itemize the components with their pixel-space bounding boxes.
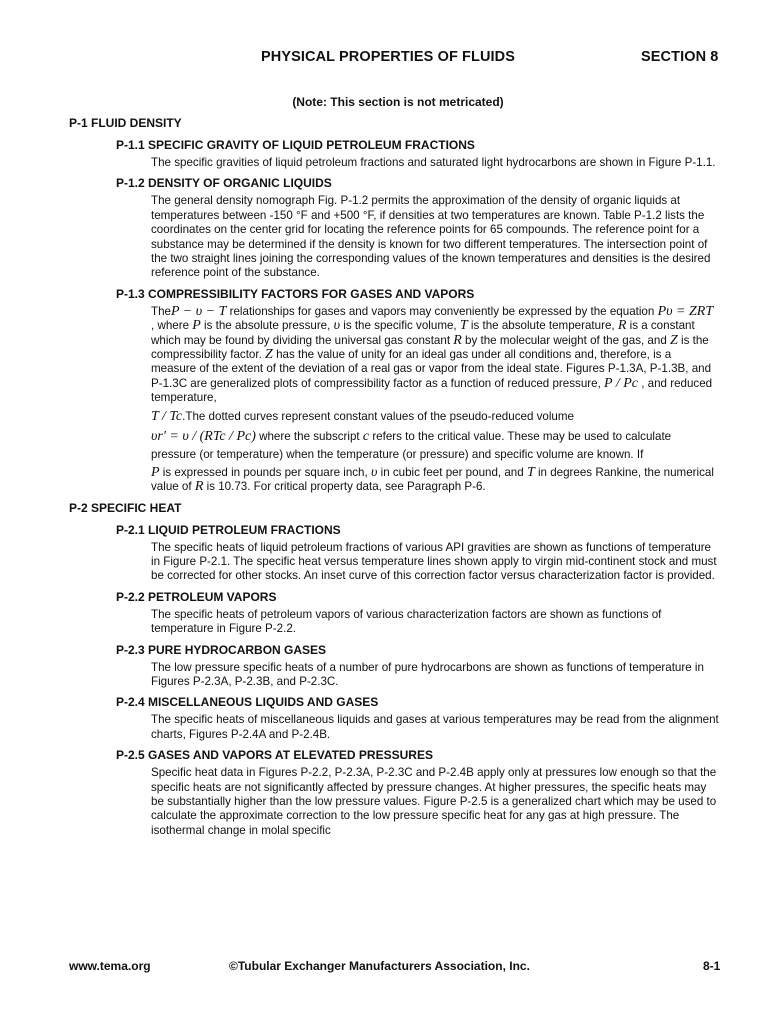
p13-text-14: refers to the critical value. These may be used to calculate pressure (or temperature) when the temperature (or pressure) and specific volume are known. If	[151, 429, 672, 461]
main-content	[69, 116, 719, 844]
para-p2-1: The specific heats of liquid petroleum fractions of various API gravities are shown as functions of temperature in Figure P-2.1. The specific heat versus temperature lines shown apply to virgin mid-continent stock and must be corrected for other stocks. An inset curve of this correction factor versus characterization factor is provided.	[151, 540, 717, 583]
p13-text-9: is the compressibility factor.	[151, 333, 709, 362]
para-p2-5: Specific heat data in Figures P-2.2, P-2.3A, P-2.3C and P-2.4B apply only at pressures low enough so that the specific heats are not significantly affected by pressure changes. At higher pressures, the specific heats may be substantially higher than the low pressure values. Figure P-2.5 is a generalized chart which may be used to calculate the approximate correction to the low pressure specific heat for any gas at high pressure. The isothermal change in molal specific	[151, 766, 717, 837]
p13-text-2: relationships for gases and vapors may conveniently be expressed by the equation	[226, 304, 658, 318]
para-p2-4: The specific heats of miscellaneous liquids and gases at various temperatures may be read from the alignment charts, Figures P-2.4A and P-2.4B.	[151, 713, 719, 741]
p13-text-8: by the molecular weight of the gas, and	[461, 333, 670, 347]
footer-copyright: ©Tubular Exchanger Manufacturers Association, Inc.	[229, 959, 530, 973]
metrication-note-text: (Note: This section is not metricated)	[292, 95, 504, 109]
metrication-note	[0, 95, 768, 109]
para-p1-2: The general density nomograph Fig. P-1.2 permits the approximation of the density of organic liquids at temperatures between -150 °F and +500 °F, if densities at two temperatures are known. Table P-1.2 lists the coordinates on the center grid for locating the reference points for 65 compounds. The reference point for a substance may be determined if the density is known for two different temperatures. The intersection point of the two straight lines joining the corresponding values of the known temperatures and densities is the desired reference point of the substance.	[151, 194, 711, 280]
para-p1-1: The specific gravities of liquid petroleum fractions and saturated light hydrocarbons are shown in Figure P-1.1.	[151, 156, 716, 169]
p13-text-5: is the specific volume,	[340, 319, 460, 333]
pseudo-reduced-volume-line	[151, 428, 719, 464]
heading-p2-5: P-2.5 GASES AND VAPORS AT ELEVATED PRESSURES	[116, 748, 433, 763]
symbol-r-2: R	[453, 332, 462, 348]
p13-text-16: in cubic feet per pound, and	[377, 465, 527, 479]
symbol-z: Z	[670, 332, 678, 348]
symbol-r: R	[617, 318, 627, 334]
p13-text-18: is 10.73. For critical property data, see Paragraph P-6.	[203, 480, 486, 494]
heading-p2-2: P-2.2 PETROLEUM VAPORS	[116, 589, 277, 604]
symbol-t: T	[459, 318, 468, 334]
p13-text-11: , and reduced temperature,	[151, 376, 713, 405]
symbol-z-2: Z	[265, 347, 273, 363]
page-number: 8-1	[703, 959, 721, 973]
page-title: PHYSICAL PROPERTIES OF FLUIDS	[261, 49, 515, 65]
symbol-p: P	[192, 318, 201, 334]
p13-text-13: where the subscript	[255, 429, 363, 443]
heading-p2-3: P-2.3 PURE HYDROCARBON GASES	[116, 642, 327, 657]
symbol-v-2: υ	[370, 464, 378, 480]
section-label: SECTION 8	[641, 49, 719, 65]
symbol-r-3: R	[194, 479, 204, 495]
heading-p1: P-1 FLUID DENSITY	[69, 116, 182, 130]
p13-text-4: is the absolute pressure,	[200, 319, 334, 333]
symbol-v: υ	[333, 318, 341, 334]
symbol-t-2: T	[526, 464, 535, 480]
symbol-p-2: P	[151, 464, 160, 480]
para-p1-3	[151, 305, 719, 495]
heading-p1-2: P-1.2 DENSITY OF ORGANIC LIQUIDS	[116, 176, 332, 191]
p13-text-6: is the absolute temperature,	[467, 319, 618, 333]
heading-p2: P-2 SPECIFIC HEAT	[69, 500, 182, 515]
p13-text-1: The	[151, 304, 171, 318]
pvt-expression: P − υ − T	[170, 303, 227, 319]
heading-p1-3: P-1.3 COMPRESSIBILITY FACTORS FOR GASES AND VAPORS	[116, 286, 475, 301]
symbol-c: c	[362, 428, 370, 444]
reduced-temperature-line	[151, 408, 719, 426]
footer-website-link[interactable]: www.tema.org	[69, 959, 151, 973]
p13-text-12: .The dotted curves represent constant values of the pseudo-reduced volume	[182, 409, 574, 423]
para-p2-2: The specific heats of petroleum vapors of various characterization factors are shown as functions of temperature in Figure P-2.2.	[151, 607, 662, 636]
reduced-temperature-expression: T / Tc	[151, 408, 183, 424]
heading-p2-1: P-2.1 LIQUID PETROLEUM FRACTIONS	[116, 522, 341, 537]
heading-p2-4: P-2.4 MISCELLANEOUS LIQUIDS AND GASES	[116, 695, 379, 710]
pseudo-reduced-volume-expression: υr' = υ / (RTc / Pc)	[151, 428, 256, 444]
p13-text-15: is expressed in pounds per square inch,	[159, 465, 371, 479]
p13-text-17: in degrees Rankine, the numerical value of	[151, 465, 714, 494]
reduced-pressure-expression: P / Pc	[604, 375, 638, 391]
p13-text-3: , where	[151, 319, 193, 333]
p13-text-7: is a constant which may be found by dividing the universal gas constant	[151, 319, 695, 347]
gas-law-equation: Pυ = ZRT	[657, 303, 714, 319]
heading-p1-1: P-1.1 SPECIFIC GRAVITY OF LIQUID PETROLEUM FRACTIONS	[116, 138, 475, 152]
p13-text-10: has the value of unity for an ideal gas under all conditions and, therefore, is a measure of the extent of the deviation of a real gas or vapor from the ideal state. Figures P-1.3A, P-1.3B, and P-1.3C are generalized plots of compressibility factor as a function of reduced pressure,	[151, 348, 712, 390]
para-p2-3: The low pressure specific heats of a number of pure hydrocarbons are shown as functions of temperature in Figures P-2.3A, P-2.3B, and P-2.3C.	[151, 660, 704, 688]
